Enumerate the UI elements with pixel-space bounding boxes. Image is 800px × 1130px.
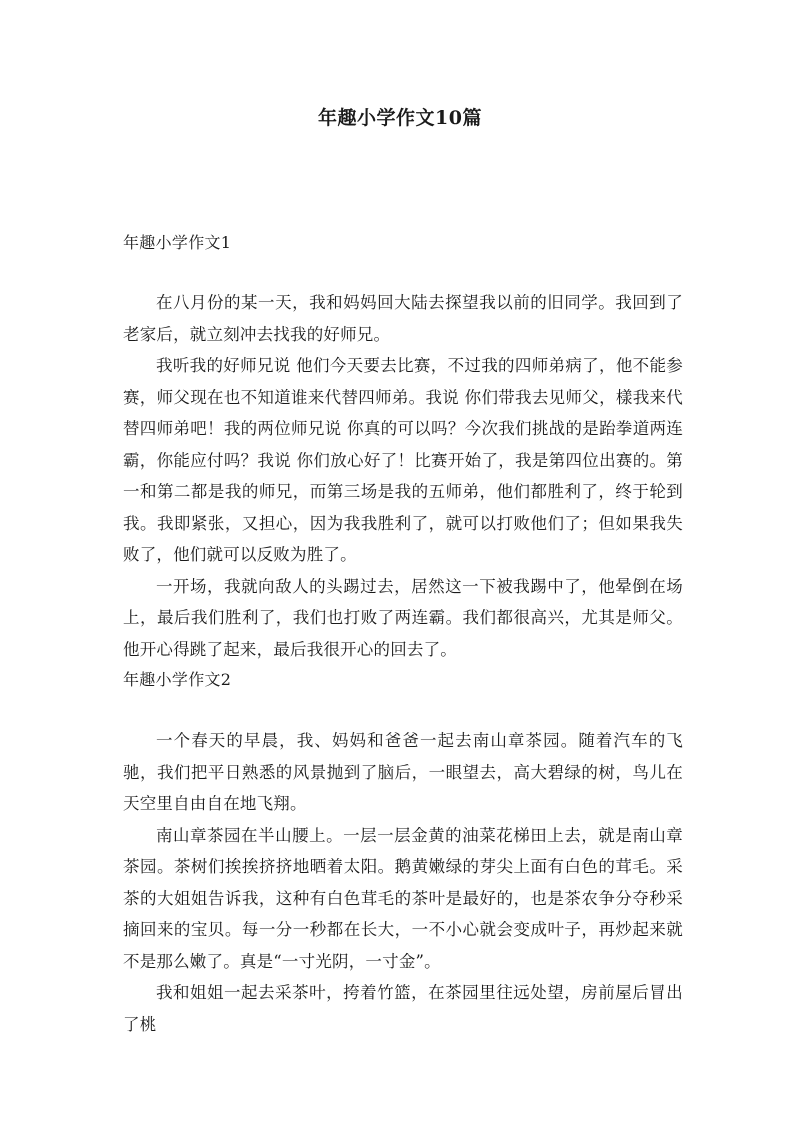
paragraph: 我听我的好师兄说 他们今天要去比赛，不过我的四师弟病了，他不能参赛，师父现在也不知道谁来代替四师弟。我说 你们带我去见师父，樣我来代替四师弟吧！我的两位师兄说 你真的可以吗？今次我们挑战的是跆拳道两连霸，你能应付吗？我说 你们放心好了！比赛开始了，我是第四位出赛的。第一和第二都是我的师兄，而第三场是我的五师弟，他们都胜利了，终于轮到我。我即紧张，又担心，因为我我胜利了，就可以打败他们了；但如果我失败了，他们就可以反败为胜了。 <box>123 356 683 564</box>
section-heading-2: 年趣小学作文2 <box>123 670 232 689</box>
paragraph: 我和姐姐一起去采茶叶，挎着竹篮，在茶园里往远处望，房前屋后冒出了桃 <box>123 983 683 1034</box>
section-heading-1: 年趣小学作文1 <box>123 233 232 252</box>
section-2-body <box>123 725 683 1040</box>
section-1-body <box>123 287 683 665</box>
paragraph: 一个春天的早晨，我、妈妈和爸爸一起去南山章茶园。随着汽车的飞驰，我们把平日熟悉的风景抛到了脑后，一眼望去，高大碧绿的树，鸟儿在天空里自由自在地飞翔。 <box>123 731 683 813</box>
document-title: 年趣小学作文10篇 <box>318 107 482 129</box>
paragraph: 在八月份的某一天，我和妈妈回大陆去探望我以前的旧同学。我回到了老家后，就立刻冲去找我的好师兄。 <box>123 293 683 344</box>
paragraph: 南山章茶园在半山腰上。一层一层金黄的油菜花梯田上去，就是南山章茶园。茶树们挨挨挤挤地晒着太阳。鹅黄嫩绿的芽尖上面有白色的茸毛。采茶的大姐姐告诉我，这种有白色茸毛的茶叶是最好的，也是茶农争分夺秒采摘回来的宝贝。每一分一秒都在长大，一不小心就会变成叶子，再炒起来就不是那么嫩了。真是“一寸光阴，一寸金”。 <box>123 825 683 971</box>
paragraph: 一开场，我就向敌人的头踢过去，居然这一下被我踢中了，他晕倒在场上，最后我们胜利了，我们也打败了两连霸。我们都很高兴，尤其是师父。他开心得跳了起来，最后我很开心的回去了。 <box>123 576 683 659</box>
